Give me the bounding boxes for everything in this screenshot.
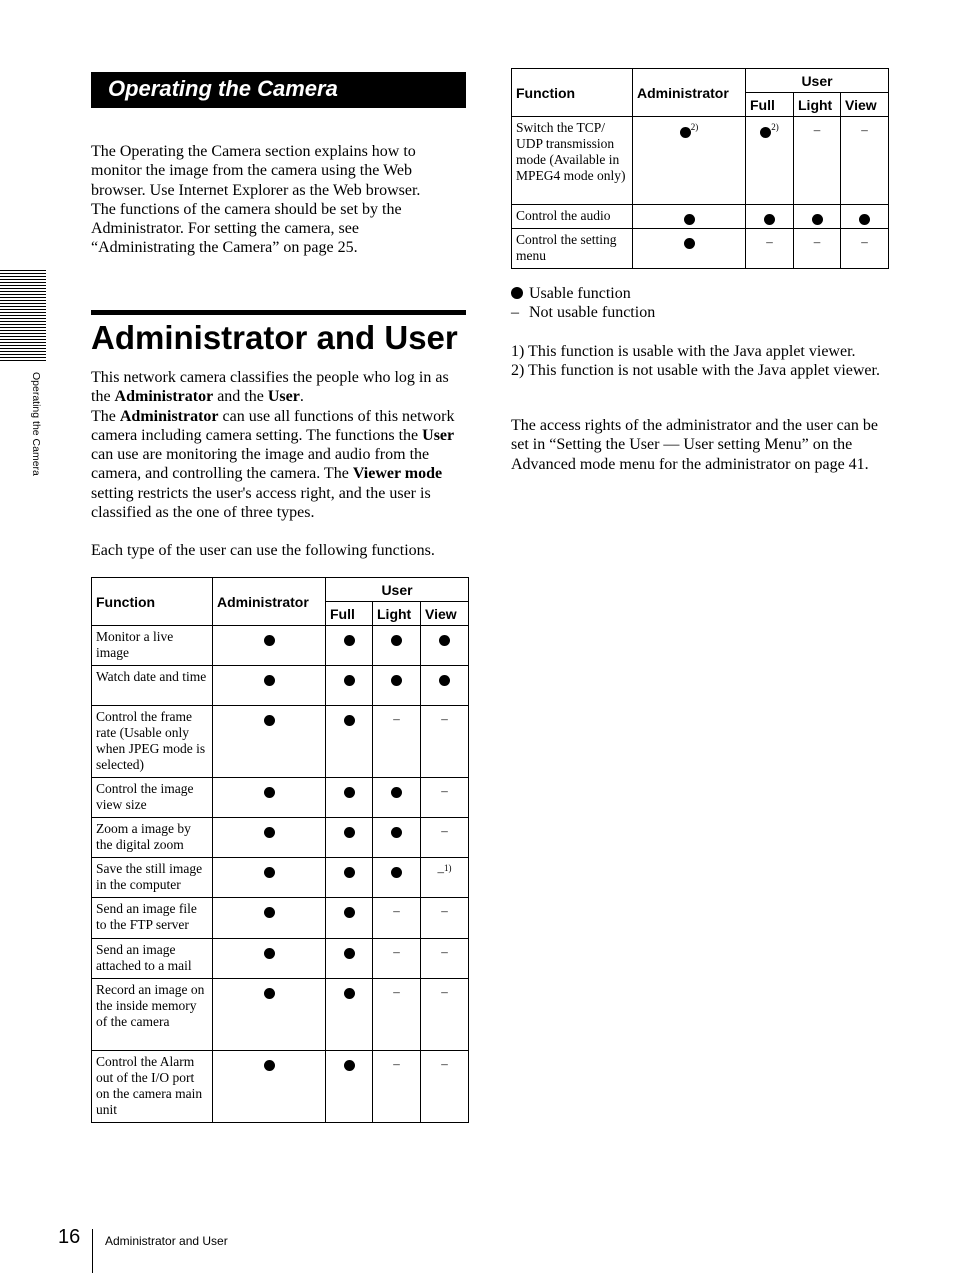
full-cell xyxy=(326,818,373,858)
function-cell: Send an image attached to a mail xyxy=(92,939,213,979)
dash-icon: – xyxy=(441,984,448,999)
full-cell xyxy=(326,1051,373,1123)
term-administrator: Administrator xyxy=(119,407,219,425)
header-function: Function xyxy=(92,578,213,626)
light-cell xyxy=(794,117,841,205)
filled-circle-icon xyxy=(391,787,402,798)
function-cell: Control the audio xyxy=(512,205,633,229)
function-cell: Control the setting menu xyxy=(512,229,633,269)
filled-circle-icon xyxy=(264,635,275,646)
page-heading: Administrator and User xyxy=(91,319,458,356)
footnote-1 xyxy=(511,342,887,361)
text-run: setting restricts the user's access right, and the user is classified as the one of three types. xyxy=(91,484,431,522)
footer-title: Administrator and User xyxy=(105,1234,228,1248)
full-cell xyxy=(326,626,373,666)
side-tab-label: Operating the Camera xyxy=(30,372,42,476)
filled-circle-icon xyxy=(859,214,870,225)
dash-icon: – xyxy=(393,903,400,918)
admin-cell xyxy=(213,626,326,666)
text-run: This network camera classifies the people who log in as the xyxy=(91,369,449,406)
light-cell xyxy=(373,778,421,818)
view-cell xyxy=(841,117,889,205)
function-cell: Control the frame rate (Usable only when JPEG mode is selected) xyxy=(92,706,213,778)
admin-cell xyxy=(213,706,326,778)
full-cell xyxy=(326,898,373,939)
text-run: can use are monitoring the image and audio from the camera, and controlling the camera. The xyxy=(91,446,430,483)
function-cell: Control the image view size xyxy=(92,778,213,818)
header-user: User xyxy=(326,578,469,602)
dash-icon: – xyxy=(861,234,868,249)
closing-paragraph: The access rights of the administrator and the user can be set in “Setting the User — User setting Menu” on the Advanced mode menu for the administrator on page 41. xyxy=(511,417,878,473)
table-row xyxy=(512,117,889,205)
function-cell: Send an image file to the FTP server xyxy=(92,898,213,939)
view-cell xyxy=(421,778,469,818)
filled-circle-icon xyxy=(264,675,275,686)
full-cell xyxy=(326,939,373,979)
light-cell xyxy=(373,1051,421,1123)
full-cell xyxy=(326,979,373,1051)
dash-icon: – xyxy=(441,903,448,918)
full-cell xyxy=(326,666,373,706)
filled-circle-icon xyxy=(264,988,275,999)
dash-icon: – xyxy=(441,1056,448,1071)
dash-icon: – xyxy=(437,864,445,880)
view-cell xyxy=(421,858,469,898)
filled-circle-icon xyxy=(391,867,402,878)
table-row xyxy=(512,229,889,269)
admin-cell xyxy=(213,898,326,939)
filled-circle-icon xyxy=(812,214,823,225)
admin-cell xyxy=(213,1051,326,1123)
legend xyxy=(511,284,887,323)
filled-circle-icon xyxy=(680,127,691,138)
view-cell xyxy=(421,1051,469,1123)
filled-circle-icon xyxy=(344,675,355,686)
view-cell xyxy=(421,818,469,858)
light-cell xyxy=(794,229,841,269)
dash-icon: – xyxy=(393,711,400,726)
table-row xyxy=(92,778,469,818)
footnote-2 xyxy=(511,361,887,380)
intro-paragraph: The Operating the Camera section explains how to monitor the image from the camera using the Web browser. Use Internet Explorer as the Web browser. The functions of the camera should be set by the Administrator. For setting the camera, see “Administrating the Camera” on page 25. xyxy=(91,143,421,257)
footer-divider xyxy=(92,1229,93,1273)
dash-icon: – xyxy=(393,944,400,959)
filled-circle-icon xyxy=(344,867,355,878)
function-cell: Switch the TCP/ UDP transmission mode (Available in MPEG4 mode only) xyxy=(512,117,633,205)
footnote-text: This function is usable with the Java applet viewer. xyxy=(528,343,856,360)
light-cell xyxy=(373,626,421,666)
dash-icon: – xyxy=(813,122,821,137)
filled-circle-icon xyxy=(439,635,450,646)
filled-circle-icon xyxy=(391,827,402,838)
filled-circle-icon xyxy=(511,287,523,299)
light-cell xyxy=(373,979,421,1051)
function-cell: Save the still image in the computer xyxy=(92,858,213,898)
table-row xyxy=(512,205,889,229)
footnote-number: 1) xyxy=(511,343,525,360)
filled-circle-icon xyxy=(264,787,275,798)
filled-circle-icon xyxy=(344,948,355,959)
admin-cell xyxy=(633,205,746,229)
admin-cell xyxy=(213,666,326,706)
light-cell xyxy=(373,939,421,979)
filled-circle-icon xyxy=(264,907,275,918)
admin-cell xyxy=(213,939,326,979)
dash-icon: – xyxy=(393,1056,400,1071)
header-light: Light xyxy=(373,602,421,626)
section-banner xyxy=(91,72,466,108)
functions-table-1 xyxy=(91,577,469,1123)
view-cell xyxy=(421,939,469,979)
dash-icon: – xyxy=(393,984,400,999)
legend-usable xyxy=(511,284,887,303)
term-user: User xyxy=(422,426,455,444)
view-cell xyxy=(841,229,889,269)
footnote-ref: 2) xyxy=(771,122,779,132)
table-row xyxy=(92,898,469,939)
text-run: can use all functions of this network camera including camera setting. The functions the xyxy=(91,407,455,444)
footnote-ref: 1) xyxy=(444,863,452,873)
table-intro: Each type of the user can use the following functions. xyxy=(91,542,435,559)
section-title: Operating the Camera xyxy=(108,76,338,101)
filled-circle-icon xyxy=(264,867,275,878)
dash-icon: – xyxy=(441,944,448,959)
table-row xyxy=(92,1051,469,1123)
filled-circle-icon xyxy=(439,675,450,686)
admin-cell xyxy=(213,818,326,858)
table-row xyxy=(92,666,469,706)
filled-circle-icon xyxy=(264,715,275,726)
filled-circle-icon xyxy=(264,1060,275,1071)
function-cell: Record an image on the inside memory of the camera xyxy=(92,979,213,1051)
functions-table-2 xyxy=(511,68,889,269)
function-cell: Control the Alarm out of the I/O port on the camera main unit xyxy=(92,1051,213,1123)
view-cell xyxy=(421,626,469,666)
filled-circle-icon xyxy=(344,988,355,999)
admin-cell xyxy=(633,117,746,205)
page-number: 16 xyxy=(58,1226,81,1248)
filled-circle-icon xyxy=(684,214,695,225)
light-cell xyxy=(794,205,841,229)
filled-circle-icon xyxy=(344,715,355,726)
view-cell xyxy=(421,666,469,706)
dash-icon: – xyxy=(766,234,773,249)
full-cell xyxy=(326,858,373,898)
term-administrator: Administrator xyxy=(114,388,214,406)
text-run: and the xyxy=(213,388,268,406)
text-run: The xyxy=(91,407,120,425)
view-cell xyxy=(421,898,469,939)
header-light: Light xyxy=(794,93,841,117)
header-full: Full xyxy=(326,602,373,626)
legend-usable-label: Usable function xyxy=(529,285,631,302)
dash-icon: – xyxy=(441,783,448,798)
filled-circle-icon xyxy=(344,1060,355,1071)
admin-cell xyxy=(213,979,326,1051)
term-viewer-mode: Viewer mode xyxy=(352,465,443,483)
footnote-text: This function is not usable with the Java applet viewer. xyxy=(528,362,880,380)
light-cell xyxy=(373,898,421,939)
filled-circle-icon xyxy=(764,214,775,225)
filled-circle-icon xyxy=(391,675,402,686)
side-tab-decoration xyxy=(0,270,46,361)
function-cell: Watch date and time xyxy=(92,666,213,706)
function-cell: Monitor a live image xyxy=(92,626,213,666)
header-view: View xyxy=(421,602,469,626)
function-cell: Zoom a image by the digital zoom xyxy=(92,818,213,858)
dash-icon: – xyxy=(511,304,519,322)
view-cell xyxy=(421,706,469,778)
filled-circle-icon xyxy=(760,127,771,138)
dash-icon: – xyxy=(813,234,821,249)
light-cell xyxy=(373,858,421,898)
light-cell xyxy=(373,818,421,858)
term-user: User xyxy=(267,388,300,406)
legend-not-usable xyxy=(511,303,887,322)
admin-cell xyxy=(213,858,326,898)
header-full: Full xyxy=(746,93,794,117)
light-cell xyxy=(373,666,421,706)
footnotes xyxy=(511,342,887,381)
full-cell xyxy=(746,117,794,205)
dash-icon: – xyxy=(861,122,868,137)
filled-circle-icon xyxy=(344,827,355,838)
view-cell xyxy=(841,205,889,229)
full-cell xyxy=(326,778,373,818)
text-run: . xyxy=(299,388,304,406)
footnote-number: 2) xyxy=(511,362,525,380)
admin-cell xyxy=(213,778,326,818)
classification-paragraph xyxy=(91,368,467,522)
filled-circle-icon xyxy=(264,827,275,838)
view-cell xyxy=(421,979,469,1051)
full-cell xyxy=(746,229,794,269)
header-administrator: Administrator xyxy=(213,578,326,626)
heading-rule xyxy=(91,310,466,315)
filled-circle-icon xyxy=(391,635,402,646)
dash-icon: – xyxy=(441,823,448,838)
table-row xyxy=(92,939,469,979)
full-cell xyxy=(746,205,794,229)
filled-circle-icon xyxy=(344,907,355,918)
table-row xyxy=(92,818,469,858)
full-cell xyxy=(326,706,373,778)
dash-icon: – xyxy=(441,711,448,726)
filled-circle-icon xyxy=(684,238,695,249)
header-user: User xyxy=(746,69,889,93)
header-view: View xyxy=(841,93,889,117)
header-function: Function xyxy=(512,69,633,117)
filled-circle-icon xyxy=(264,948,275,959)
header-administrator: Administrator xyxy=(633,69,746,117)
light-cell xyxy=(373,706,421,778)
table-row xyxy=(92,979,469,1051)
table-row xyxy=(92,626,469,666)
filled-circle-icon xyxy=(344,635,355,646)
footnote-ref: 2) xyxy=(690,122,699,132)
legend-not-usable-label: Not usable function xyxy=(529,304,656,322)
filled-circle-icon xyxy=(344,787,355,798)
table-row xyxy=(92,858,469,898)
admin-cell xyxy=(633,229,746,269)
table-row xyxy=(92,706,469,778)
